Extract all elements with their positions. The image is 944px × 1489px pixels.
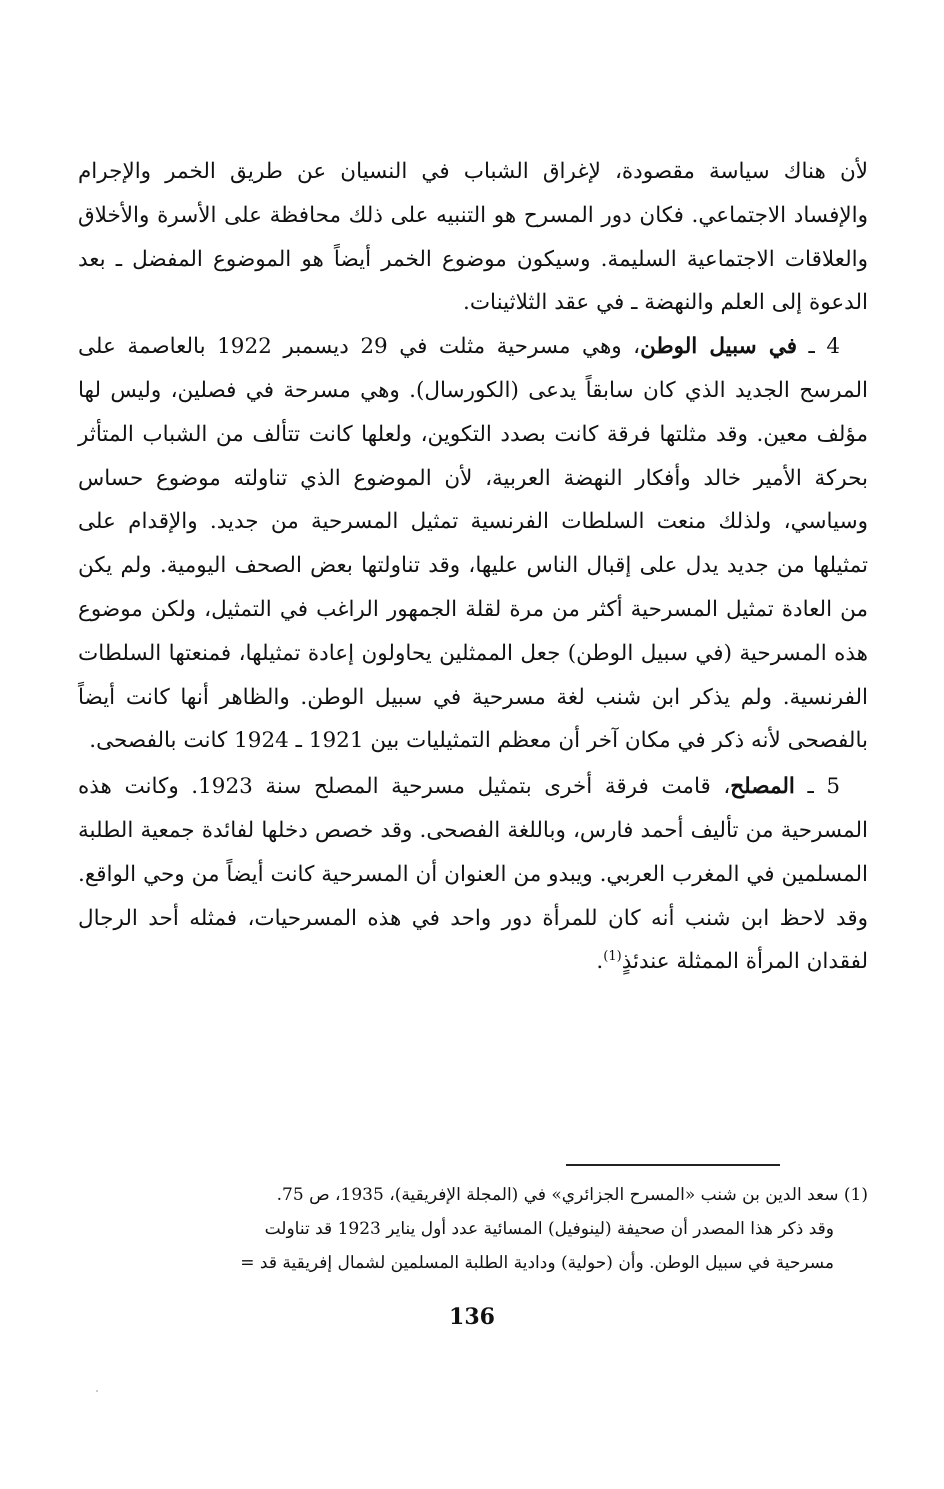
paragraph-al-muslih — [78, 765, 868, 984]
footnote-line: مسرحية في سبيل الوطن. وأن (حولية) ودادية الطلبة المسلمين لشمال إفريقية قد = — [240, 1253, 834, 1273]
item-number-4: 4 ـ — [797, 334, 841, 360]
play-title-al-muslih: المصلح — [730, 774, 795, 800]
book-page-body — [78, 150, 868, 984]
footnote — [78, 1178, 868, 1280]
footnote-line: وقد ذكر هذا المصدر أن صحيفة (لينوفيل) المسائية عدد أول يناير 1923 قد تناولت — [264, 1219, 834, 1239]
paragraph-end-mark: . — [596, 949, 604, 975]
footnote-line: (1) سعد الدين بن شنب «المسرح الجزائري» في (المجلة الإفريقية)، 1935، ص 75. — [276, 1185, 868, 1205]
item-number-5: 5 ـ — [794, 774, 841, 800]
page-number: 136 — [449, 1304, 495, 1330]
paragraph-body: ، وهي مسرحية مثلت في 29 ديسمبر 1922 بالعاصمة على المرسح الجديد الذي كان سابقاً يدعى (الكورسال). وهي مسرحة في فصلين، وليس لها مؤلف معين. وقد مثلتها فرقة كانت بصدد التكوين، ولعلها كانت تتألف من الشباب المتأثر بحركة الأمير خالد وأفكار النهضة العربية، لأن الموضوع الذي تناولته موضوع حساس وسياسي، ولذلك منعت السلطات الفرنسية تمثيل المسرحية من جديد. والإقدام على تمثيلها من جديد يدل على إقبال الناس عليها، وقد تناولتها بعض الصحف اليومية. ولم يكن من العادة تمثيل المسرحية أكثر من مرة لقلة الجمهور الراغب في التمثيل، ولكن موضوع هذه المسرحية (في سبيل الوطن) جعل الممثلين يحاولون إعادة تمثيلها، فمنعتها السلطات الفرنسية. ولم يذكر ابن شنب لغة مسرحية في سبيل الوطن. والظاهر أنها كانت أيضاً بالفصحى لأنه ذكر في مكان آخر أن معظم التمثيليات بين 1921 ـ 1924 كانت بالفصحى. — [78, 334, 868, 754]
paragraph-body: ، قامت فرقة أخرى بتمثيل مسرحية المصلح سنة 1923. وكانت هذه المسرحية من تأليف أحمد فارس، وباللغة الفصحى. وقد خصص دخلها لفائدة جمعية الطلبة المسلمين في المغرب العربي. ويبدو من العنوان أن المسرحية كانت أيضاً من وحي الواقع. وقد لاحظ ابن شنب أنه كان للمرأة دور واحد في هذه المسرحيات، فمثله أحد الرجال لفقدان المرأة الممثلة عندئذٍ — [78, 774, 868, 975]
scan-speck — [96, 1390, 98, 1392]
paragraph-intro: لأن هناك سياسة مقصودة، لإغراق الشباب في النسيان عن طريق الخمر والإجرام والإفساد الاجتماعي. فكان دور المسرح هو التنبيه على ذلك محافظة على الأسرة والأخلاق والعلاقات الاجتماعية السليمة. وسيكون موضوع الخمر أيضاً هو الموضوع المفضل ـ بعد الدعوة إلى العلم والنهضة ـ في عقد الثلاثينات. — [78, 159, 868, 316]
footnote-separator — [566, 1164, 780, 1166]
play-title-fi-sabil-al-watan: في سبيل الوطن — [640, 334, 798, 360]
footnote-reference: (1) — [603, 949, 622, 965]
paragraph-fi-sabil-al-watan — [78, 325, 868, 763]
